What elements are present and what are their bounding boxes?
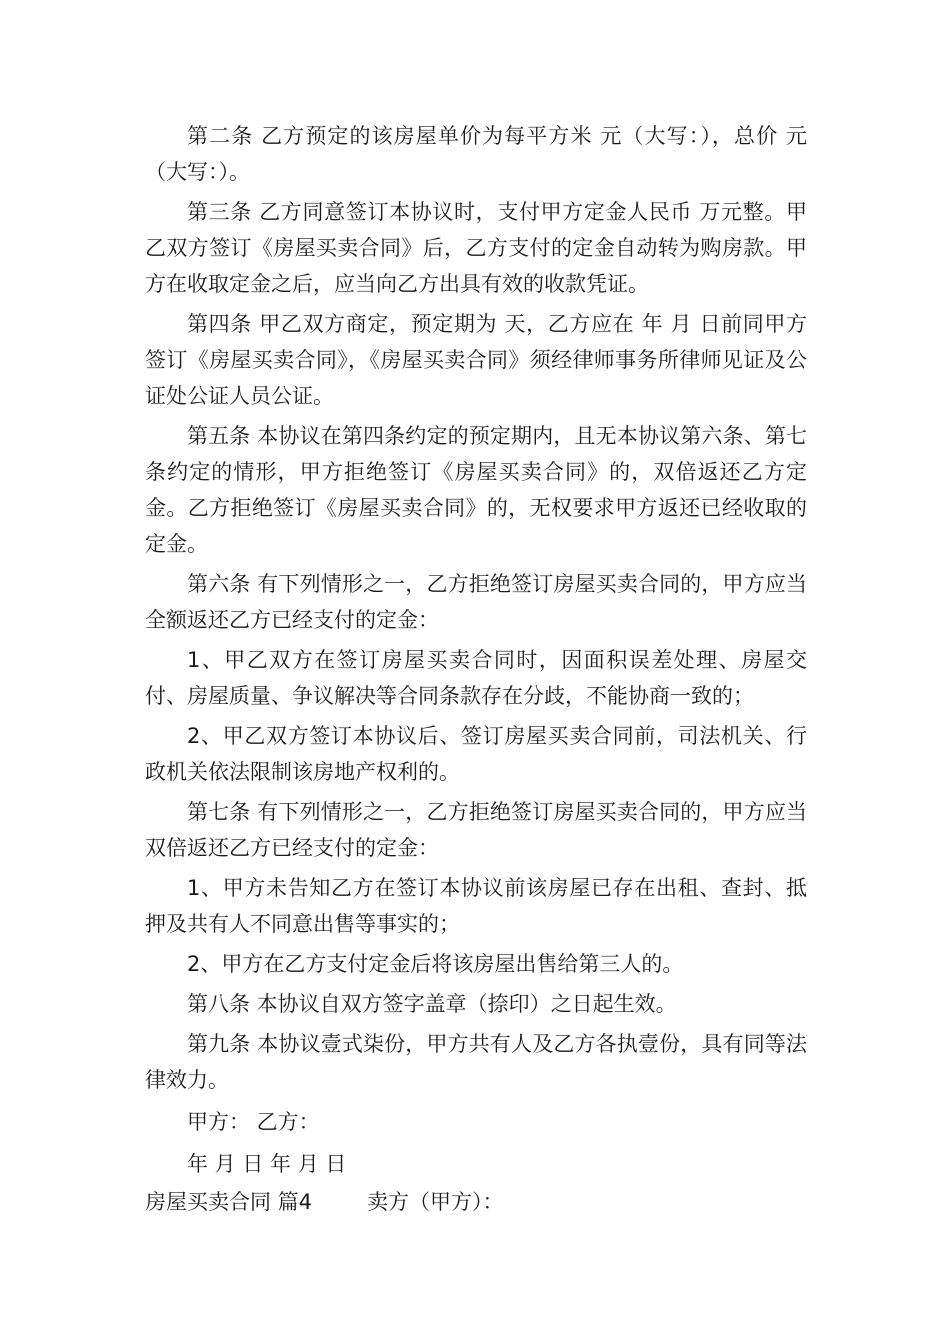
clause-7-item-1: 1、甲方未告知乙方在签订本协议前该房屋已存在出租、查封、抵押及共有人不同意出售等事实的； <box>145 876 807 936</box>
clause-7: 第七条 有下列情形之一，乙方拒绝签订房屋买卖合同的，甲方应当双倍返还乙方已经支付的定金： <box>145 800 807 860</box>
clause-3: 第三条 乙方同意签订本协议时，支付甲方定金人民币 万元整。甲乙双方签订《房屋买卖合同》后，乙方支付的定金自动转为购房款。甲方在收取定金之后，应当向乙方出具有效的收款凭证。 <box>145 200 807 296</box>
clause-2: 第二条 乙方预定的该房屋单价为每平方米 元（大写：），总价 元（大写：）。 <box>145 124 807 184</box>
document-body <box>145 118 807 1220</box>
clause-8: 第八条 本协议自双方签字盖章（捺印）之日起生效。 <box>187 992 677 1016</box>
clause-6-item-2: 2、甲乙双方签订本协议后、签订房屋买卖合同前，司法机关、行政机关依法限制该房地产权利的。 <box>145 724 807 784</box>
clause-4: 第四条 甲乙双方商定，预定期为 天，乙方应在 年 月 日前同甲方签订《房屋买卖合同》，《房屋买卖合同》须经律师事务所律师见证及公证处公证人员公证。 <box>145 312 807 408</box>
next-contract-title: 房屋买卖合同 篇4 <box>145 1190 313 1214</box>
seller-label: 卖方（甲方）： <box>367 1190 504 1214</box>
date-line: 年 月 日 年 月 日 <box>187 1152 347 1176</box>
clause-5: 第五条 本协议在第四条约定的预定期内，且无本协议第六条、第七条约定的情形，甲方拒绝签订《房屋买卖合同》的，双倍返还乙方定金。乙方拒绝签订《房屋买卖合同》的，无权要求甲方返还已经收取的定金。 <box>145 424 807 556</box>
clause-9: 第九条 本协议壹式柒份，甲方共有人及乙方各执壹份，具有同等法律效力。 <box>145 1032 807 1092</box>
clause-6: 第六条 有下列情形之一，乙方拒绝签订房屋买卖合同的，甲方应当全额返还乙方已经支付的定金： <box>145 572 807 632</box>
signature-line: 甲方： 乙方： <box>187 1110 320 1134</box>
next-section-header <box>145 1184 807 1220</box>
clause-7-item-2: 2、甲方在乙方支付定金后将该房屋出售给第三人的。 <box>187 952 684 976</box>
clause-6-item-1: 1、甲乙双方在签订房屋买卖合同时，因面积误差处理、房屋交付、房屋质量、争议解决等合同条款存在分歧，不能协商一致的； <box>145 648 807 708</box>
